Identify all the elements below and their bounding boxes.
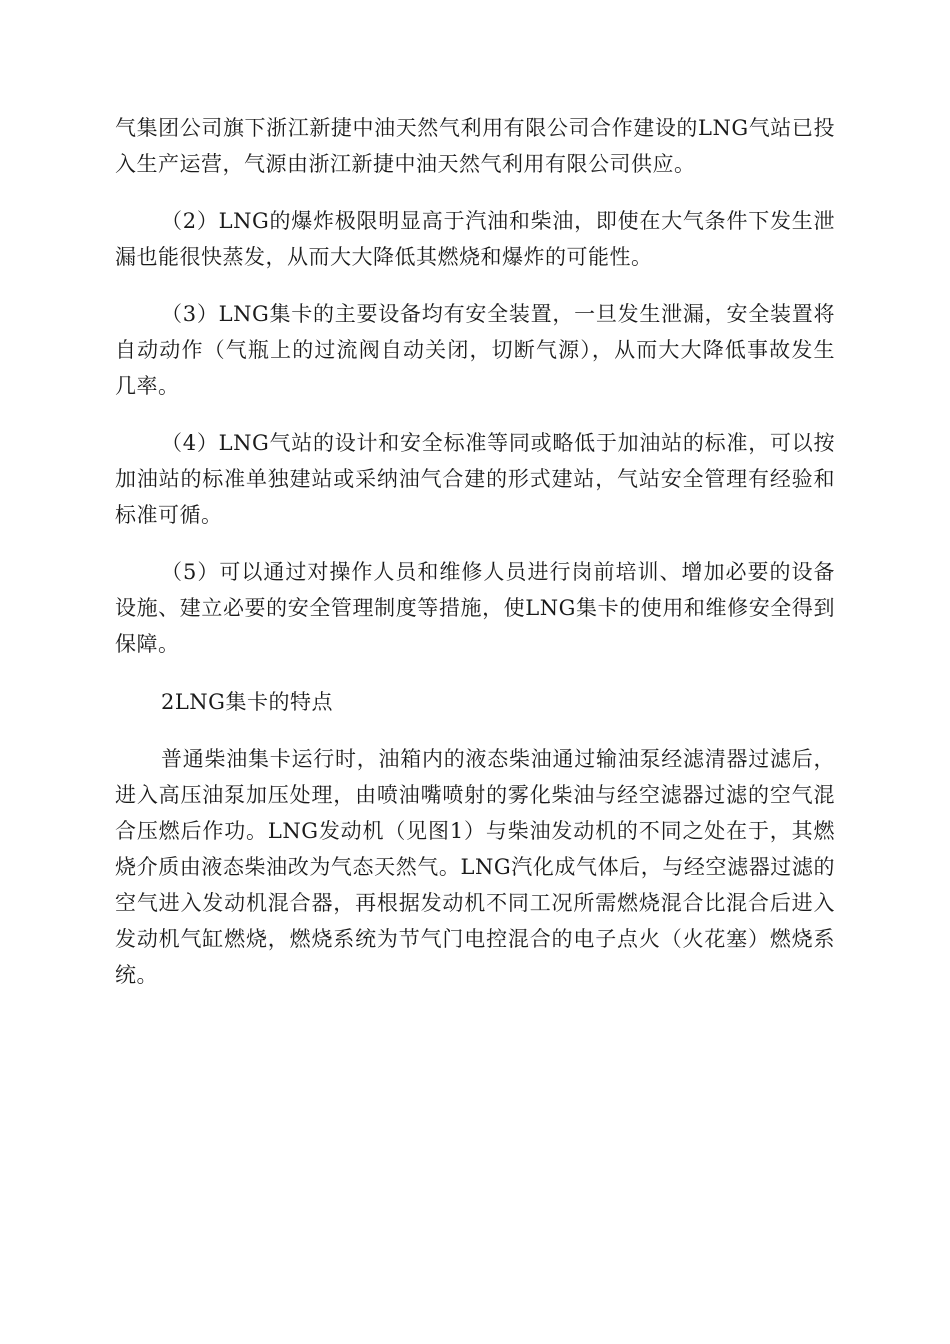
paragraph-point-2: （2）LNG的爆炸极限明显高于汽油和柴油，即使在大气条件下发生泄漏也能很快蒸发，从而大大降低其燃烧和爆炸的可能性。 (115, 209, 835, 269)
section-paragraph: 普通柴油集卡运行时，油箱内的液态柴油通过输油泵经滤清器过滤后，进入高压油泵加压处理，由喷油嘴喷射的雾化柴油与经空滤器过滤的空气混合压燃后作功。LNG发动机（见图1）与柴油发动机的不同之处在于，其燃烧介质由液态柴油改为气态天然气。LNG汽化成气体后，与经空滤器过滤的空气进入发动机混合器，再根据发动机不同工况所需燃烧混合比混合后进入发动机气缸燃烧，燃烧系统为节气门电控混合的电子点火（火花塞）燃烧系统。 (115, 747, 835, 987)
paragraph-continuation: 气集团公司旗下浙江新捷中油天然气利用有限公司合作建设的LNG气站已投入生产运营，气源由浙江新捷中油天然气利用有限公司供应。 (115, 116, 835, 176)
paragraph-point-5: （5）可以通过对操作人员和维修人员进行岗前培训、增加必要的设备设施、建立必要的安全管理制度等措施，使LNG集卡的使用和维修安全得到保障。 (115, 560, 835, 656)
paragraph-point-3: （3）LNG集卡的主要设备均有安全装置，一旦发生泄漏，安全装置将自动动作（气瓶上的过流阀自动关闭，切断气源），从而大大降低事故发生几率。 (115, 302, 835, 398)
section-heading: 2LNG集卡的特点 (161, 690, 333, 714)
paragraph-point-4: （4）LNG气站的设计和安全标准等同或略低于加油站的标准，可以按加油站的标准单独建站或采纳油气合建的形式建站，气站安全管理有经验和标准可循。 (115, 431, 835, 527)
document-body (115, 110, 835, 993)
